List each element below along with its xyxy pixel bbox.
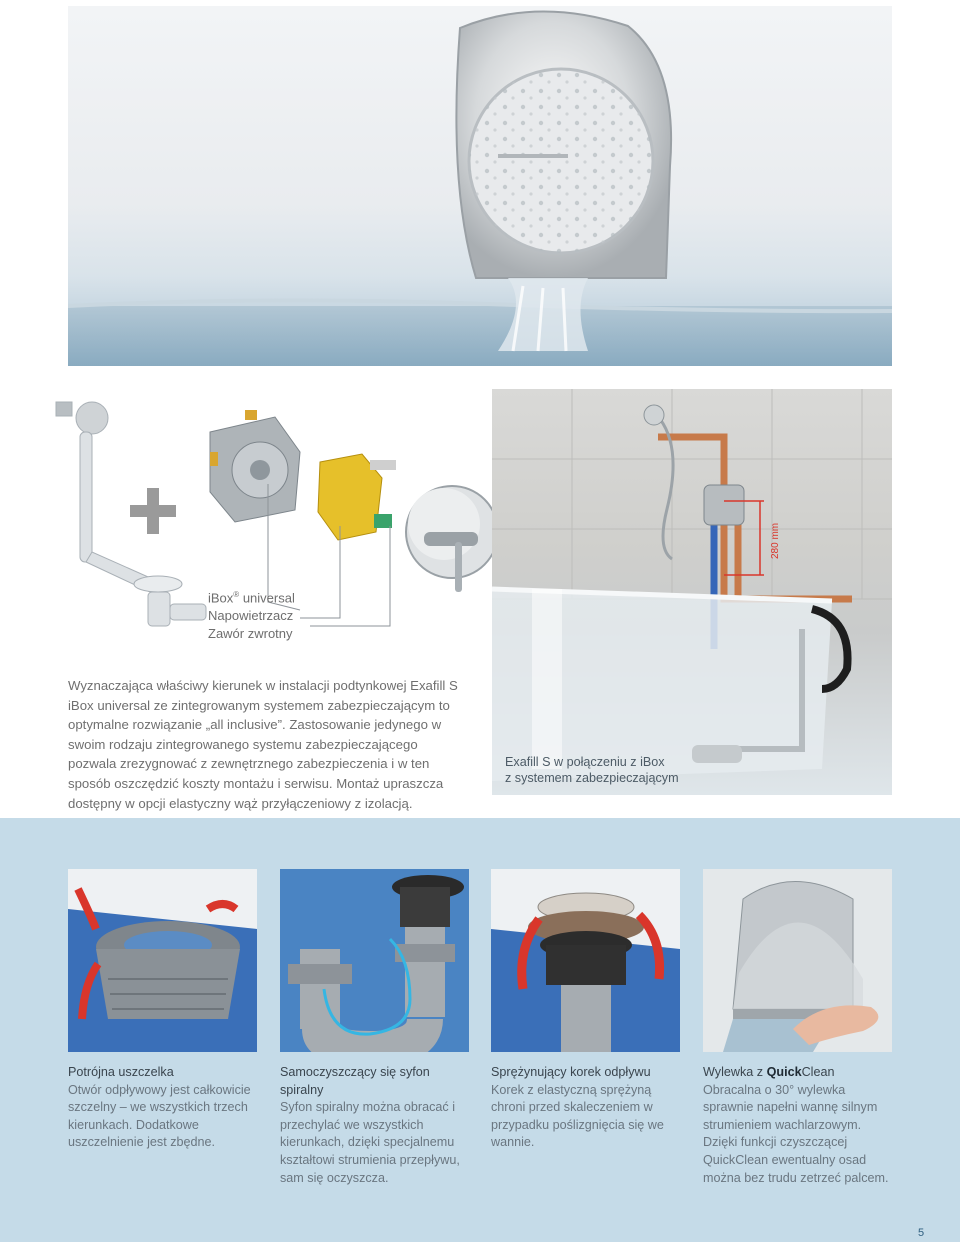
caption-check-valve: Zawór zwrotny (208, 626, 293, 642)
plus-icon (130, 488, 176, 534)
caption-ibox-label: iBox (208, 590, 234, 606)
feature-spiral-siphon (280, 1064, 470, 1187)
feature-body-spring-plug: Korek z elastyczną sprężyną chroni przed skaleczeniem w przypadku poślizgnięcia się we wannie. (491, 1082, 664, 1150)
bath-installation-render (492, 389, 892, 795)
trim-plate (406, 486, 498, 592)
feature-title-spring-plug: Sprężynujący korek odpływu (491, 1065, 651, 1079)
quickclean-title-bold: Quick (766, 1065, 802, 1079)
spring-plug-illustration (491, 869, 680, 1052)
feature-title-triple-seal: Potrójna uszczelka (68, 1065, 174, 1079)
quickclean-spout-illustration (703, 869, 892, 1052)
feature-title-spiral-siphon: Samoczyszczący się syfon spiralny (280, 1065, 430, 1097)
triple-seal-illustration (68, 869, 257, 1052)
feature-body-spiral-siphon: Syfon spiralny można obracać i przechylać we wszystkich kierunkach, dzięki specjalnemu kształtowi strumienia przepływu, sam się oczyszcza. (280, 1100, 460, 1185)
feature-image-quickclean-spout (703, 869, 892, 1052)
bath-caption (505, 754, 679, 786)
product-caption (208, 586, 295, 643)
hero-photo-bath-spout (68, 6, 892, 366)
bath-caption-line2: z systemem zabezpieczającym (505, 771, 679, 785)
caption-ibox-universal (208, 586, 295, 607)
brass-valve (318, 454, 396, 540)
feature-body-triple-seal: Otwór odpływowy jest całkowicie szczelny – we wszystkich trzech kierunkach. Dodatkowe uszczelnienie jest zbędne. (68, 1082, 251, 1150)
spiral-siphon-illustration (280, 869, 469, 1052)
feature-image-spiral-siphon (280, 869, 469, 1052)
spout-illustration (68, 6, 892, 366)
dimension-label-280mm: 280 mm (770, 522, 781, 559)
bath-cutaway-illustration (492, 389, 892, 795)
quickclean-title-suffix: Clean (801, 1065, 835, 1079)
ibox-body (210, 410, 300, 522)
feature-spring-plug (491, 1064, 681, 1152)
caption-universal-label: universal (239, 590, 295, 606)
registered-mark: ® (233, 590, 240, 599)
feature-title-quickclean (703, 1064, 893, 1082)
feature-triple-seal (68, 1064, 258, 1152)
caption-aerator: Napowietrzacz (208, 608, 294, 624)
bath-caption-line1: Exafill S w połączeniu z iBox (505, 755, 665, 769)
feature-image-triple-seal (68, 869, 257, 1052)
feature-image-spring-plug (491, 869, 680, 1052)
page-number: 5 (918, 1227, 925, 1239)
feature-body-quickclean: Obracalna o 30° wylewka sprawnie napełni wannę silnym strumieniem wachlarzowym. Dzięki funkcji czyszczącej QuickClean ewentualny osad można bez trudu zetrzeć palcem. (703, 1082, 889, 1185)
intro-paragraph: Wyznaczająca właściwy kierunek w instalacji podtynkowej Exafill S iBox universal ze zintegrowanym systemem zabezpieczającym to optymalne rozwiązanie „all inclusive”. Zastosowanie jedynego w swoim rodzaju zintegrowanego systemu zabezpieczającego pozwala zrezygnować z zewnętrznego zabezpieczenia i w ten sposób oszczędzić koszty montażu i serwisu. Montaż upraszcza dostępny w opcji elastyczny wąż przyłączeniowy z izolacją. (68, 678, 458, 811)
feature-quickclean (703, 1064, 893, 1187)
quickclean-title-prefix: Wylewka z (703, 1065, 767, 1079)
